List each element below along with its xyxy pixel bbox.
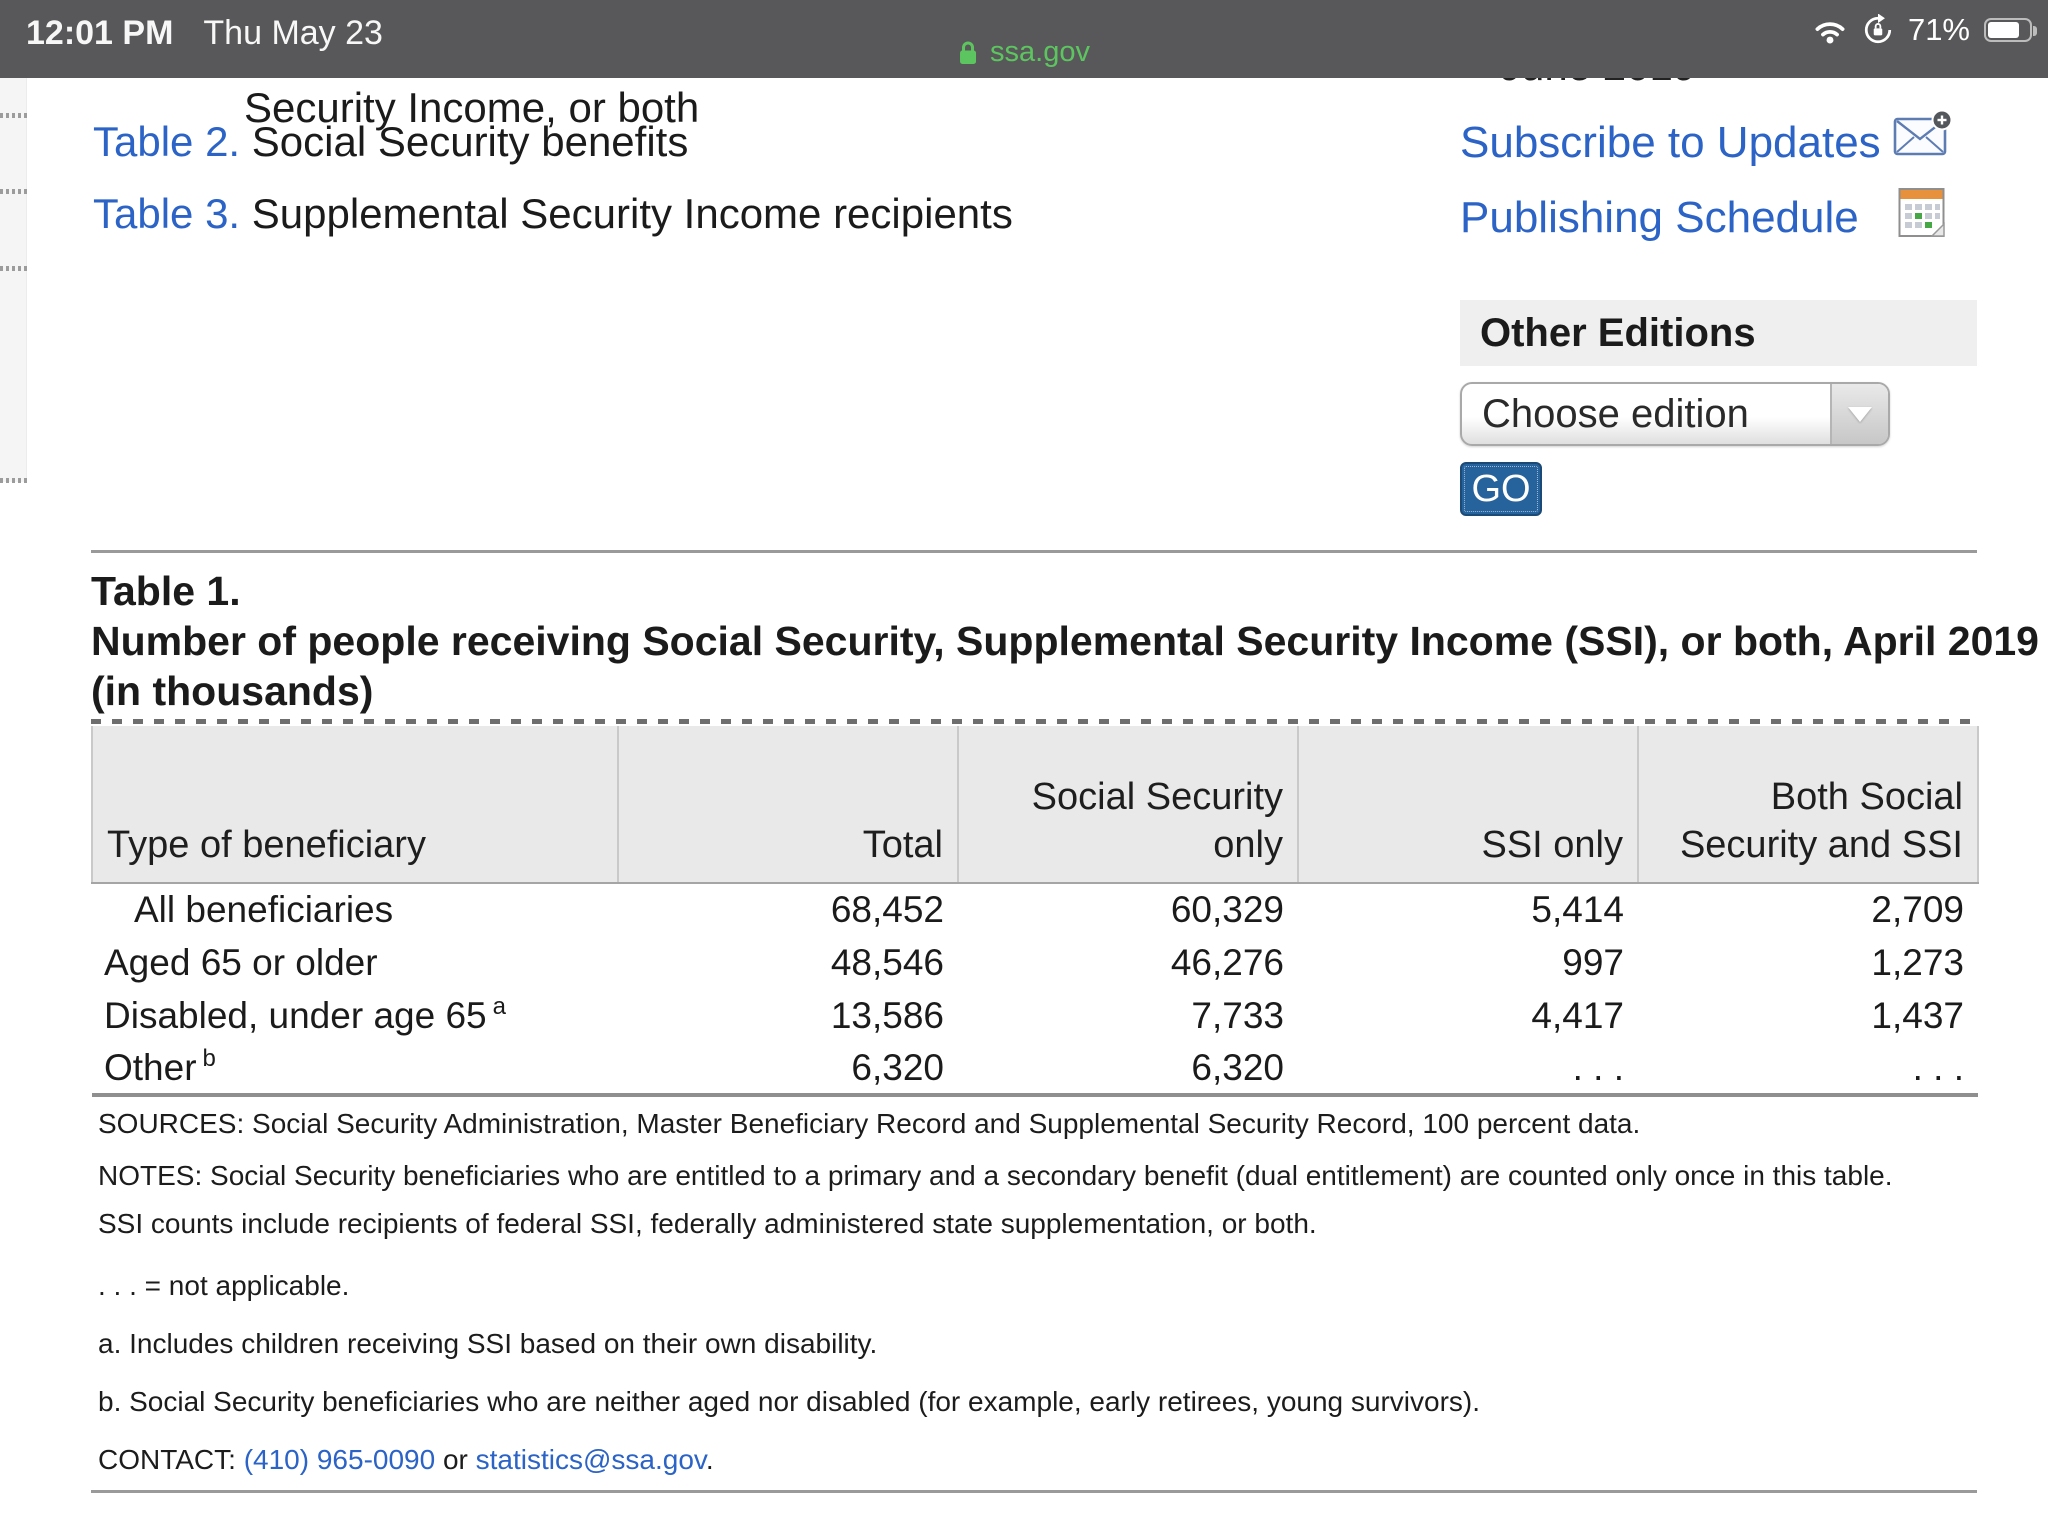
left-margin-strip — [0, 78, 27, 482]
table1 — [91, 726, 1979, 1097]
cell-total: 13,586 — [830, 994, 944, 1036]
publishing-schedule-link[interactable]: Publishing Schedule — [1460, 193, 1859, 242]
na-definition: . . . = not applicable. — [98, 1270, 350, 1301]
date: Thu May 23 — [203, 14, 383, 52]
table-row — [92, 936, 1978, 989]
table1-title-line1: Number of people receiving Social Security, Supplemental Security Income (SSI), or both, April 2019 — [91, 618, 2039, 664]
cell-ss-only: 7,733 — [1191, 994, 1284, 1036]
row-label: Other — [104, 1046, 197, 1088]
tls-lock-icon — [958, 39, 978, 66]
cell-ss-only: 60,329 — [1170, 889, 1284, 930]
cell-ss-only: 6,320 — [958, 1042, 1298, 1095]
col-ssi-only: SSI only — [1298, 726, 1638, 883]
footnote-marker-a: a — [492, 993, 506, 1021]
edition-select[interactable] — [1460, 382, 1890, 446]
subscribe-updates-link[interactable]: Subscribe to Updates — [1460, 118, 1881, 167]
margin-dash-2 — [0, 189, 28, 194]
col-social-security-only: Social Security only — [958, 726, 1298, 883]
cell-ssi-only: 5,414 — [1531, 889, 1624, 930]
margin-dash-4 — [0, 478, 28, 483]
cell-ssi-only: 997 — [1562, 941, 1624, 983]
sources-note: SOURCES: Social Security Administration, Master Beneficiary Record and Supplemental Security Record, 100 percent data. — [98, 1108, 1641, 1139]
other-editions-header: Other Editions — [1460, 300, 1977, 366]
contact-period: . — [705, 1444, 714, 1475]
table-row — [92, 989, 1978, 1042]
subscribe-envelope-icon[interactable] — [1893, 110, 1953, 160]
row-label: All beneficiaries — [134, 889, 394, 930]
cell-both: 2,709 — [1871, 889, 1964, 930]
margin-dash-3 — [0, 266, 28, 271]
footnote-marker-b: b — [202, 1045, 216, 1073]
status-bar — [0, 0, 2048, 78]
cell-both: 1,437 — [1871, 994, 1964, 1036]
table2-text: Social Security benefits — [240, 118, 689, 165]
cell-ssi-only: 4,417 — [1531, 994, 1624, 1036]
edition-select-value: Choose edition — [1482, 391, 1749, 436]
margin-dash-1 — [0, 113, 28, 118]
contact-label: CONTACT: — [98, 1444, 244, 1475]
status-icons — [1812, 12, 2032, 48]
table1-header-row — [92, 726, 1978, 883]
rotation-lock-icon — [1862, 14, 1894, 46]
cell-both: . . . — [1638, 1042, 1978, 1095]
battery-icon — [1984, 18, 2032, 42]
contact-email-link[interactable]: statistics@ssa.gov — [475, 1444, 706, 1475]
row-label: Aged 65 or older — [104, 941, 378, 983]
table3-link[interactable]: Table 3. — [93, 190, 241, 237]
wifi-icon — [1812, 17, 1848, 44]
section-divider-bottom — [91, 1490, 1977, 1493]
clock: 12:01 PM — [26, 14, 174, 52]
cell-total: 68,452 — [830, 889, 944, 930]
table-row — [92, 883, 1978, 936]
row-label: Disabled, under age 65 — [104, 994, 487, 1036]
contact-phone-link[interactable]: (410) 965-0090 — [243, 1444, 436, 1475]
col-both: Both Social Security and SSI — [1638, 726, 1978, 883]
footnote-b: b. Social Security beneficiaries who are neither aged nor disabled (for example, early retirees, young survivors). — [98, 1386, 1481, 1417]
table2-link[interactable]: Table 2. — [93, 118, 241, 165]
contact-line — [98, 1436, 714, 1484]
table3-text: Supplemental Security Income recipients — [240, 190, 1013, 237]
cell-total: 48,546 — [830, 941, 944, 983]
battery-percent: 71% — [1907, 12, 1970, 47]
toc-entry-table2 — [93, 118, 688, 166]
url-text: ssa.gov — [990, 36, 1090, 68]
notes-paragraph: NOTES: Social Security beneficiaries who are entitled to a primary and a secondary benefit (dual entitlement) are counted only once in this table. SSI counts include recipients of federal SSI, federally administered state supplementation, or both. — [98, 1160, 1893, 1239]
status-time-date — [26, 14, 383, 53]
toc-entry-continuation: Security Income, or both — [244, 84, 700, 131]
publishing-calendar-icon[interactable] — [1898, 184, 1948, 242]
col-total: Total — [618, 726, 958, 883]
toc-entry-table3 — [93, 190, 1013, 238]
go-button[interactable]: GO — [1460, 462, 1542, 516]
table1-title-line2: (in thousands) — [91, 668, 374, 714]
col-type-of-beneficiary: Type of beneficiary — [92, 726, 618, 883]
chevron-down-icon — [1848, 407, 1872, 422]
table1-heading: Table 1. — [91, 568, 241, 614]
table-row — [92, 1042, 1978, 1095]
cell-ssi-only: . . . — [1298, 1042, 1638, 1095]
table1-top-border — [91, 719, 1977, 724]
select-arrow-segment — [1830, 384, 1888, 444]
address-bar[interactable] — [958, 36, 1090, 69]
section-divider-top — [91, 550, 1977, 553]
footnote-a: a. Includes children receiving SSI based on their own disability. — [98, 1328, 878, 1359]
cell-total: 6,320 — [618, 1042, 958, 1095]
cell-ss-only: 46,276 — [1170, 941, 1284, 983]
cell-both: 1,273 — [1871, 941, 1964, 983]
contact-or: or — [435, 1444, 476, 1475]
